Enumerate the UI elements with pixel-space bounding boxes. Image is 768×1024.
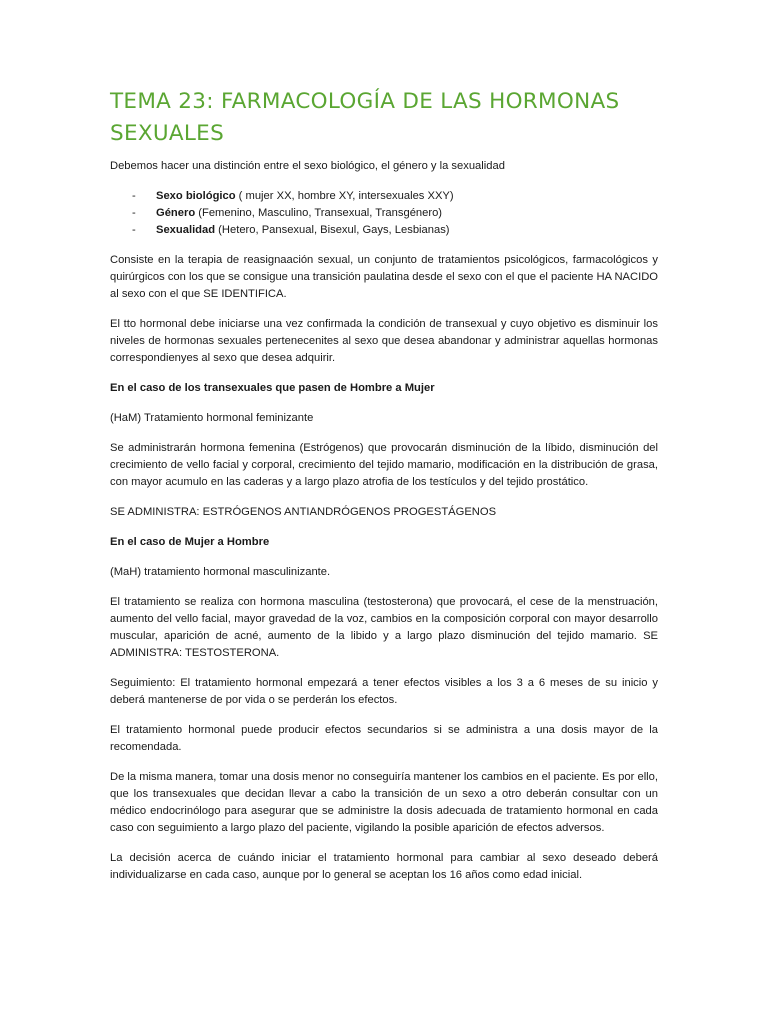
dosage-paragraph: De la misma manera, tomar una dosis menor no conseguiría mantener los cambios en el paciente. Es por ello, que los transexuales que decidan llevar a cabo la transición de un sexo a otro deberán consultar con un médico endocrinólogo para asegurar que se administre la dosis adecuada de tratamiento hormonal en cada caso con seguimiento a largo plazo del paciente, vigilando la posible aparición de efectos adversos. — [110, 771, 658, 834]
list-item-desc: (Femenino, Masculino, Transexual, Transgénero) — [195, 207, 443, 219]
intro-paragraph: Debemos hacer una distinción entre el sexo biológico, el género y la sexualidad — [110, 160, 505, 172]
definitions-list — [110, 188, 658, 239]
list-item-term: Sexualidad — [156, 224, 216, 236]
followup-paragraph: Seguimiento: El tratamiento hormonal empezará a tener efectos visibles a los 3 a 6 meses de su inicio y deberá mantenerse de por vida o se perderán los efectos. — [110, 677, 658, 706]
ham-label: (HaM) Tratamiento hormonal feminizante — [110, 412, 314, 424]
ham-paragraph: Se administrarán hormona femenina (Estrógenos) que provocarán disminución de la líbido, disminución del crecimiento de vello facial y corporal, crecimiento del tejido mamario, modificación en la distribución de grasa, con mayor acumulo en las caderas y a largo plazo atrofia de los testículos y del tejido prostático. — [110, 442, 658, 488]
side-effects-paragraph: El tratamiento hormonal puede producir efectos secundarios si se administra a una dosis mayor de la recomendada. — [110, 724, 658, 753]
therapy-paragraph: Consiste en la terapia de reasignaación sexual, un conjunto de tratamientos psicológicos, farmacológicos y quirúrgicos con los que se consigue una transición paulatina desde el sexo con el que el paciente HA NACIDO al sexo con el que SE IDENTIFICA. — [110, 254, 658, 300]
dash-bullet: - — [132, 190, 136, 202]
dash-bullet: - — [132, 207, 136, 219]
ham-admin: SE ADMINISTRA: ESTRÓGENOS ANTIANDRÓGENOS PROGESTÁGENOS — [110, 506, 497, 518]
ham-heading: En el caso de los transexuales que pasen de Hombre a Mujer — [110, 382, 435, 394]
mah-heading: En el caso de Mujer a Hombre — [110, 536, 270, 548]
mah-paragraph: El tratamiento se realiza con hormona masculina (testosterona) que provocará, el cese de la menstruación, aumento del vello facial, mayor gravedad de la voz, cambios en la composición corporal con mayor desarrollo muscular, aparición de acné, aumento de la libido y a largo plazo disminución del tejido mamario. SE ADMINISTRA: TESTOSTERONA. — [110, 596, 658, 659]
list-item-desc: ( mujer XX, hombre XY, intersexuales XXY) — [235, 190, 454, 202]
mah-label: (MaH) tratamiento hormonal masculinizante. — [110, 566, 331, 578]
list-item-desc: (Hetero, Pansexual, Bisexul, Gays, Lesbianas) — [215, 224, 450, 236]
list-item-term: Sexo biológico — [156, 190, 236, 202]
list-item — [110, 205, 658, 222]
list-item-term: Género — [156, 207, 196, 219]
list-item — [110, 222, 658, 239]
treatment-paragraph: El tto hormonal debe iniciarse una vez confirmada la condición de transexual y cuyo objetivo es disminuir los niveles de hormonas sexuales pertenecenites al sexo que desea abandonar y administrar aquellas hormonas correspondienyes al sexo que desea adquirir. — [110, 318, 658, 364]
decision-paragraph: La decisión acerca de cuándo iniciar el tratamiento hormonal para cambiar al sexo deseado deberá individualizarse en cada caso, aunque por lo general se aceptan los 16 años como edad inicial. — [110, 852, 658, 881]
page-title: TEMA 23: FARMACOLOGÍA DE LAS HORMONAS SEXUALES — [110, 89, 620, 146]
dash-bullet: - — [132, 224, 136, 236]
document-page — [110, 86, 658, 897]
list-item — [110, 188, 658, 205]
